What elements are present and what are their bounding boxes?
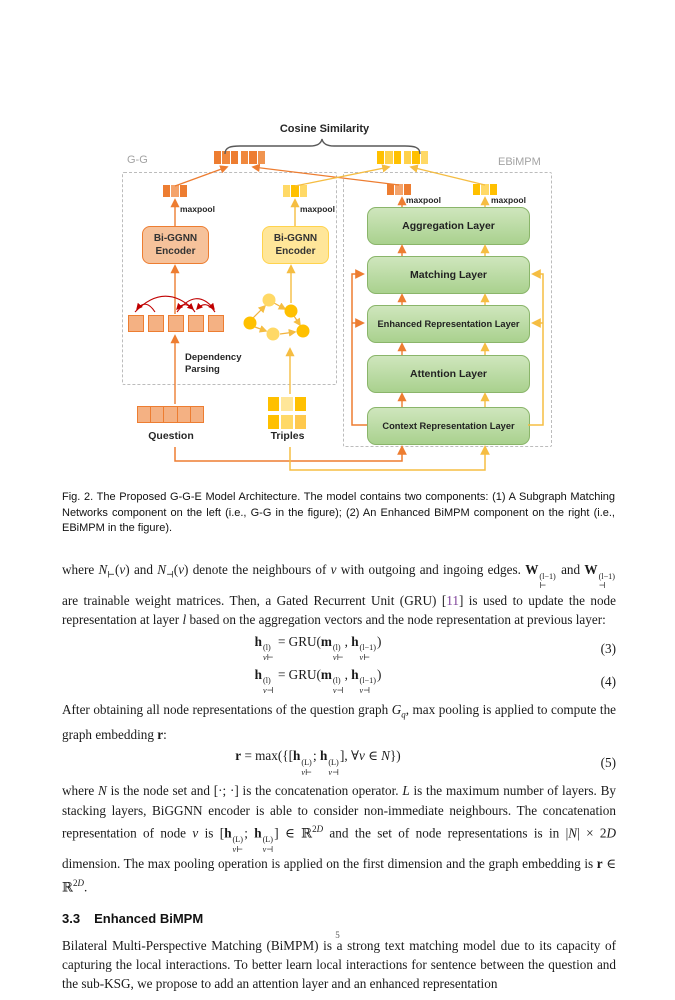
gg-question-embedding-bar (163, 185, 187, 197)
paragraph-gru: where $N_⊢(v)$ and $N_⊣(v)$ denote the neighbours of v with outgoing and ingoing edges. W (l−1) ⊢ and W (l−1) ⊣ are trainable weight matrices. Then, a Gated Recurrent Unit (GRU) [11] is used to update the node representation at layer l based on the aggregation vectors and the node representation at previous layer: (62, 562, 616, 628)
maxpool-label-ebimpm-right: maxpool (491, 195, 526, 205)
maxpool-label-gg-left: maxpool (180, 204, 215, 214)
question-concat-embedding-bar-right (241, 151, 265, 164)
gg-panel-label: G-G (127, 154, 148, 166)
dependency-parsing-label: Dependency Parsing (185, 352, 242, 375)
layer-enhanced-representation: Enhanced Representation Layer (367, 305, 530, 343)
word-node (128, 315, 144, 332)
maxpool-label-gg-right: maxpool (300, 204, 335, 214)
bi-ggnn-encoder-question (142, 226, 209, 264)
word-node (188, 315, 204, 332)
maxpool-label-ebimpm-left: maxpool (406, 195, 441, 205)
question-label: Question (148, 430, 194, 442)
layer-attention: Attention Layer (367, 355, 530, 393)
equation-3 (62, 634, 616, 663)
section-heading (62, 909, 616, 928)
triples-label: Triples (270, 430, 305, 442)
layer-context-representation: Context Representation Layer (367, 407, 530, 445)
paragraph-bimpm: Bilateral Multi-Perspective Matching (BiMPM) is a strong text matching model due to its capacity of capturing the local interactions. To better learn local interactions for sentence between the question and the sub-KSG, we propose to add an attention layer and an enhanced representation (62, 937, 616, 992)
question-input-bar (138, 406, 204, 423)
gg-triples-embedding-bar (283, 185, 307, 197)
encoder-label-line2: Encoder (155, 246, 196, 257)
paragraph-maxpool: After obtaining all node representations of the question graph $G_q$, max pooling is applied to compute the graph embedding r: (62, 701, 617, 742)
equation-4 (62, 667, 616, 696)
cosine-similarity-label: Cosine Similarity (279, 123, 370, 135)
equation-5 (62, 748, 616, 777)
figure-2 (0, 0, 675, 480)
layer-matching: Matching Layer (367, 256, 530, 294)
equation-4-number: (4) (600, 673, 616, 689)
page-number: 5 (335, 930, 340, 940)
encoder-label-line1: Bi-GGNN (273, 233, 318, 244)
word-node (208, 315, 224, 332)
question-concat-embedding-bar-left (214, 151, 238, 164)
layer-aggregation: Aggregation Layer (367, 207, 530, 245)
body-content (62, 560, 616, 994)
encoder-label-line1: Bi-GGNN (153, 233, 198, 244)
equation-5-body: r = max({[h (L) v⊢ ; h (L) v⊣ ], ∀v ∈ N}) (235, 748, 401, 777)
word-node (148, 315, 164, 332)
encoder-label-line2: Encoder (275, 246, 316, 257)
section-title: Enhanced BiMPM (94, 911, 204, 927)
paragraph-nodeset: where N is the node set and [·; ·] is the concatenation operator. L is the maximum number of layers. By stacking layers, BiGGNN encoder is able to consider non-immediate neighbours. The concatenation representation of node v is [h (L) v⊢ ; h (L) v⊣ ] ∈ ℝ$^{2D}$ and the set of node representations is in |N| × 2D dimension. The max pooling operation is applied on the first dimension and the graph embedding is r ∈ ℝ$^{2D}$. (62, 783, 617, 895)
figure-connectors (0, 0, 675, 480)
equation-5-number: (5) (600, 755, 616, 771)
section-number: 3.3 (62, 911, 81, 927)
word-node (168, 315, 184, 332)
figure-caption: Fig. 2. The Proposed G-G-E Model Architecture. The model contains two components: (1) A Subgraph Matching Networks component on the left (i.e., G-G in the figure); (2) An Enhanced BiMPM component on the right (i.e., EBiMPM in the figure). (62, 491, 615, 535)
bi-ggnn-encoder-triples (262, 226, 329, 264)
triples-concat-embedding-bar-right (404, 151, 428, 164)
ebimpm-panel-label: EBiMPM (498, 156, 541, 168)
equation-3-body: h (l) v⊢ = GRU(m (l) v⊢ , h (l−1) v⊢ ) (254, 633, 382, 663)
triples-input-row-1 (268, 397, 306, 411)
ebimpm-question-embedding-bar (387, 184, 411, 195)
triples-input-row-2 (268, 415, 306, 429)
triples-concat-embedding-bar-left (377, 151, 401, 164)
equation-4-body: h (l) v⊣ = GRU(m (l) v⊣ , h (l−1) v⊣ ) (254, 666, 382, 696)
ebimpm-triples-embedding-bar (473, 184, 497, 195)
equation-3-number: (3) (600, 640, 616, 656)
input-connectors (175, 447, 485, 470)
